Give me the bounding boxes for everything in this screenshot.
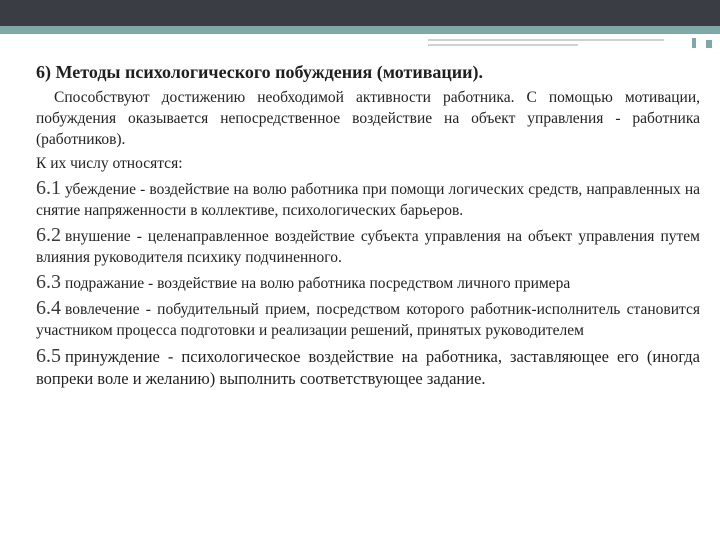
slide-content — [36, 62, 700, 392]
item-text: вовлечение - побудительный прием, посредством которого работник-исполнитель становится участником процесса подготовки и реализации решений, принятых руководителем — [36, 301, 700, 339]
list-lead: К их числу относятся: — [36, 155, 183, 172]
item-number: 6.5 — [36, 345, 61, 367]
accent-band — [0, 26, 720, 34]
item-text: внушение - целенаправленное воздействие субъекта управления на объект управления путем влияния руководителя психику подчиненного. — [36, 228, 700, 266]
intro-paragraph: Способствуют достижению необходимой активности работника. С помощью мотивации, побуждения оказывается непосредственное воздействие на объект управления - работника (работников). — [36, 89, 700, 148]
decor-line-short — [428, 44, 578, 46]
decor-tick — [692, 38, 696, 48]
header-bar — [0, 0, 720, 26]
item-number: 6.2 — [36, 224, 61, 246]
decor-line — [428, 39, 664, 41]
item-text: убеждение - воздействие на волю работника при помощи логических средств, направленных на снятие напряженности в коллективе, психологических барьеров. — [36, 181, 700, 219]
list-item — [36, 298, 700, 341]
list-item — [36, 225, 700, 268]
slide-title: 6) Методы психологического побуждения (мотивации). — [36, 62, 484, 82]
list-item — [36, 272, 700, 294]
item-number: 6.4 — [36, 297, 61, 319]
list-item — [36, 178, 700, 221]
list-item — [36, 345, 700, 390]
item-text: подражание - воздействие на волю работника посредством личного примера — [65, 275, 571, 292]
item-number: 6.1 — [36, 177, 61, 199]
item-text: принуждение - психологическое воздействие на работника, заставляющее его (иногда вопреки воле и желанию) выполнить соответствующее задание. — [36, 347, 700, 388]
decor-tick-small — [706, 40, 712, 48]
item-number: 6.3 — [36, 271, 61, 293]
